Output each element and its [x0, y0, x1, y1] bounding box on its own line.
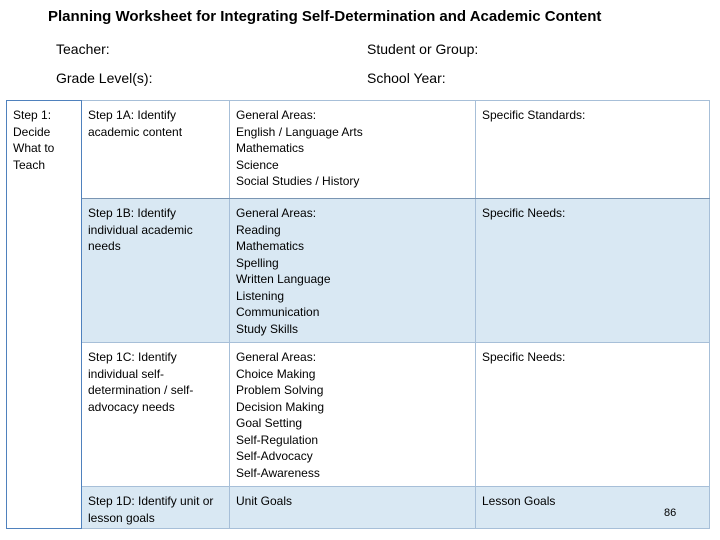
academic-needs-areas-cell — [230, 199, 476, 343]
area-item: Science — [236, 157, 279, 172]
teacher-label: Teacher: — [56, 41, 110, 57]
area-item: Mathematics — [236, 141, 305, 155]
step-1b-label: Step 1B: Identify individual academic needs — [88, 206, 193, 253]
area-item: Listening — [236, 288, 285, 303]
step-1-text-line: What to — [13, 141, 55, 155]
academic-content-areas-cell — [230, 101, 476, 199]
specific-self-determination-needs-cell — [476, 343, 710, 487]
table-row — [7, 199, 710, 343]
step-1a-label: Step 1A: Identify academic content — [88, 108, 183, 139]
specific-needs-label: Specific Needs: — [482, 206, 566, 220]
area-item: Self-Awareness — [236, 465, 320, 480]
self-determination-areas-cell — [230, 343, 476, 487]
table-row — [7, 487, 710, 529]
specific-academic-needs-cell — [476, 199, 710, 343]
area-item: Social Studies / History — [236, 174, 360, 188]
step-1-text-line: Step 1: — [13, 108, 52, 122]
area-item: Study Skills — [236, 321, 299, 336]
specific-needs-label: Specific Needs: — [482, 350, 566, 364]
step-1b-cell — [82, 199, 230, 343]
step-1-text-line: Decide — [13, 124, 51, 139]
worksheet-title: Planning Worksheet for Integrating Self-Determination and Academic Content — [48, 8, 602, 25]
step-1d-label: Step 1D: Identify unit or lesson goals — [88, 494, 214, 525]
student-group-label: Student or Group: — [367, 41, 479, 57]
area-item: Decision Making — [236, 399, 325, 414]
area-item: Written Language — [236, 272, 331, 286]
step-1c-cell — [82, 343, 230, 487]
specific-standards-cell — [476, 101, 710, 199]
area-item: General Areas: — [236, 206, 317, 220]
step-1d-cell — [82, 487, 230, 529]
unit-goals-label: Unit Goals — [236, 494, 293, 508]
area-item: English / Language Arts — [236, 124, 363, 139]
school-year-label: School Year: — [367, 70, 446, 86]
step-1c-label: Step 1C: Identify individual self-determination / self-advocacy needs — [88, 350, 194, 414]
area-item: Self-Advocacy — [236, 449, 313, 463]
area-item: General Areas: — [236, 108, 317, 122]
area-item: Self-Regulation — [236, 432, 319, 447]
area-item: Choice Making — [236, 366, 316, 381]
area-item: General Areas: — [236, 350, 317, 364]
page-number: 86 — [664, 507, 677, 519]
grade-level-label: Grade Level(s): — [56, 70, 153, 86]
area-item: Problem Solving — [236, 383, 324, 397]
step-1a-cell — [82, 101, 230, 199]
lesson-goals-label: Lesson Goals — [482, 494, 556, 508]
step-1-text-line: Teach — [13, 157, 46, 172]
table-row — [7, 343, 710, 487]
table-row — [7, 101, 710, 199]
area-item: Mathematics — [236, 239, 305, 253]
unit-goals-cell — [230, 487, 476, 529]
planning-table — [6, 100, 710, 529]
area-item: Communication — [236, 305, 320, 319]
area-item: Goal Setting — [236, 416, 303, 430]
area-item: Spelling — [236, 255, 279, 270]
area-item: Reading — [236, 222, 281, 237]
specific-standards-label: Specific Standards: — [482, 108, 586, 122]
step-1-cell — [7, 101, 82, 529]
